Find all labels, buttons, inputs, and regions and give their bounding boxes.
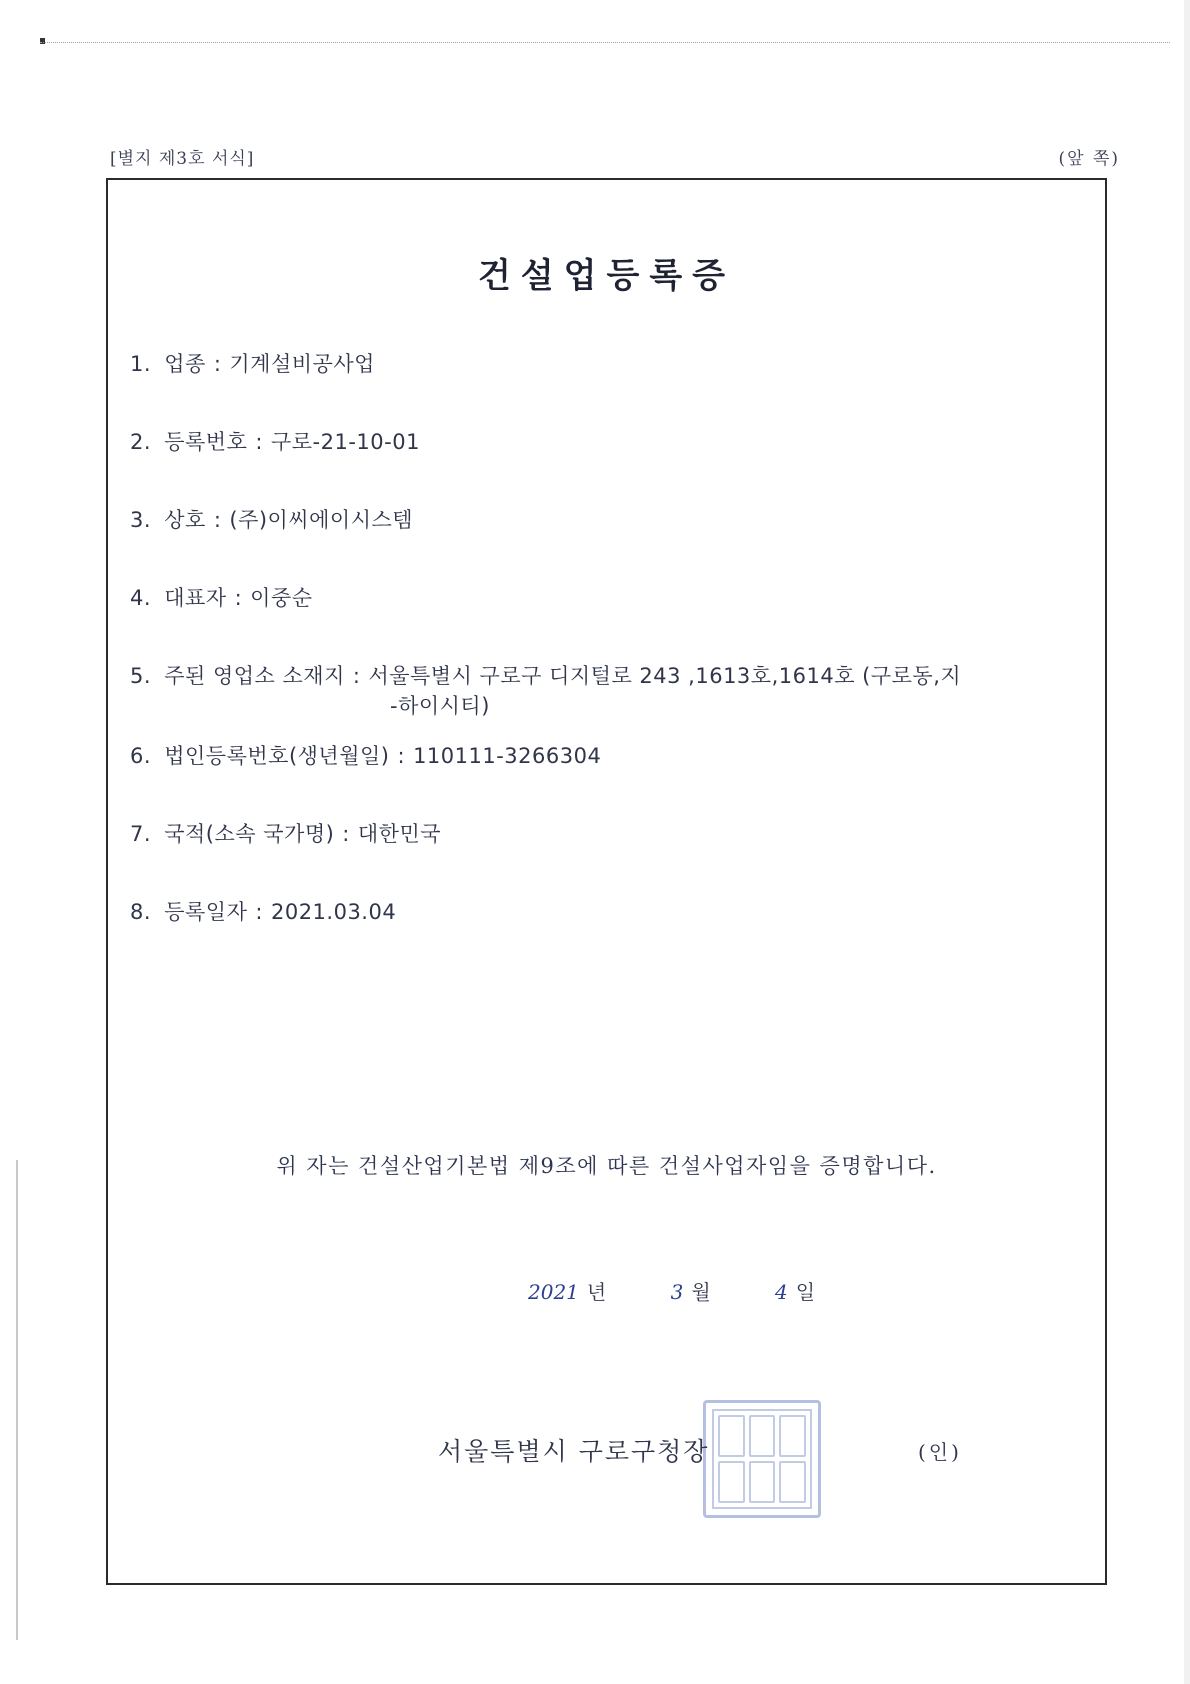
month-unit: 월 <box>691 1280 711 1304</box>
issue-date <box>528 1276 873 1305</box>
item-key: 등록일자 <box>164 900 248 924</box>
year-unit: 년 <box>586 1280 607 1304</box>
scan-corner-mark <box>40 38 45 44</box>
day-unit: 일 <box>795 1280 816 1304</box>
item-separator: : <box>213 352 222 376</box>
item-value: 110111-3266304 <box>413 744 602 768</box>
item-number: 5. <box>130 664 152 688</box>
seal-glyph <box>718 1461 745 1503</box>
item-key: 국적(소속 국가명) <box>164 822 335 846</box>
item-value: 대한민국 <box>357 822 442 846</box>
seal-glyph <box>749 1415 776 1457</box>
item-key: 업종 <box>164 352 206 376</box>
item-value: (주)이씨에이시스템 <box>229 508 414 532</box>
item-value: 이중순 <box>250 586 313 610</box>
form-label: [별지 제3호 서식] <box>110 149 255 169</box>
issuer-name: 서울특별시 구로구청장 <box>438 1437 710 1466</box>
scan-right-edge <box>1184 0 1190 1684</box>
item-key: 법인등록번호(생년월일) <box>164 744 390 768</box>
item-representative <box>130 582 313 612</box>
item-number: 6. <box>130 744 152 768</box>
item-number: 8. <box>130 900 152 924</box>
item-company-name <box>130 504 413 534</box>
seal-label: (인) <box>918 1440 962 1464</box>
item-separator: : <box>352 664 361 688</box>
item-separator: : <box>234 586 243 610</box>
item-value-continued: -하이시티) <box>390 694 490 718</box>
page-side-label: (앞 쪽) <box>1058 149 1120 169</box>
seal-glyph <box>779 1415 806 1457</box>
seal-glyph <box>718 1415 745 1457</box>
certificate-frame <box>106 178 1107 1585</box>
item-number: 4. <box>130 586 152 610</box>
item-separator: : <box>397 744 406 768</box>
item-key: 등록번호 <box>164 430 248 454</box>
item-value: 기계설비공사업 <box>229 352 375 376</box>
certification-statement: 위 자는 건설산업기본법 제9조에 따른 건설사업자임을 증명합니다. <box>276 1154 937 1178</box>
item-business-type <box>130 348 375 378</box>
item-main-office-address <box>130 660 1090 720</box>
item-number: 3. <box>130 508 152 532</box>
seal-inner-border <box>712 1409 812 1509</box>
item-corporate-registration-number <box>130 740 601 770</box>
item-registration-date <box>130 896 396 926</box>
issue-year: 2021 <box>528 1280 579 1304</box>
item-number: 1. <box>130 352 152 376</box>
item-nationality <box>130 818 441 848</box>
issue-day: 4 <box>775 1280 788 1304</box>
seal-glyph <box>749 1461 776 1503</box>
scan-left-edge <box>16 1160 18 1640</box>
item-value: 서울특별시 구로구 디지털로 243 ,1613호,1614호 (구로동,지 <box>368 664 962 688</box>
item-value: 2021.03.04 <box>270 900 397 924</box>
item-separator: : <box>342 822 350 846</box>
item-key: 주된 영업소 소재지 <box>164 664 345 688</box>
issue-month: 3 <box>670 1280 684 1304</box>
item-key: 대표자 <box>164 586 227 610</box>
seal-glyph <box>779 1461 806 1503</box>
item-registration-number <box>130 426 420 456</box>
item-key: 상호 <box>164 508 206 532</box>
item-value: 구로-21-10-01 <box>270 430 420 454</box>
item-separator: : <box>213 508 222 532</box>
certificate-title: 건설업등록증 <box>477 256 736 296</box>
official-seal-stamp <box>703 1400 821 1518</box>
scan-top-edge-line <box>40 42 1170 43</box>
item-separator: : <box>255 430 263 454</box>
item-separator: : <box>255 900 263 924</box>
item-number: 7. <box>130 822 152 846</box>
item-number: 2. <box>130 430 152 454</box>
